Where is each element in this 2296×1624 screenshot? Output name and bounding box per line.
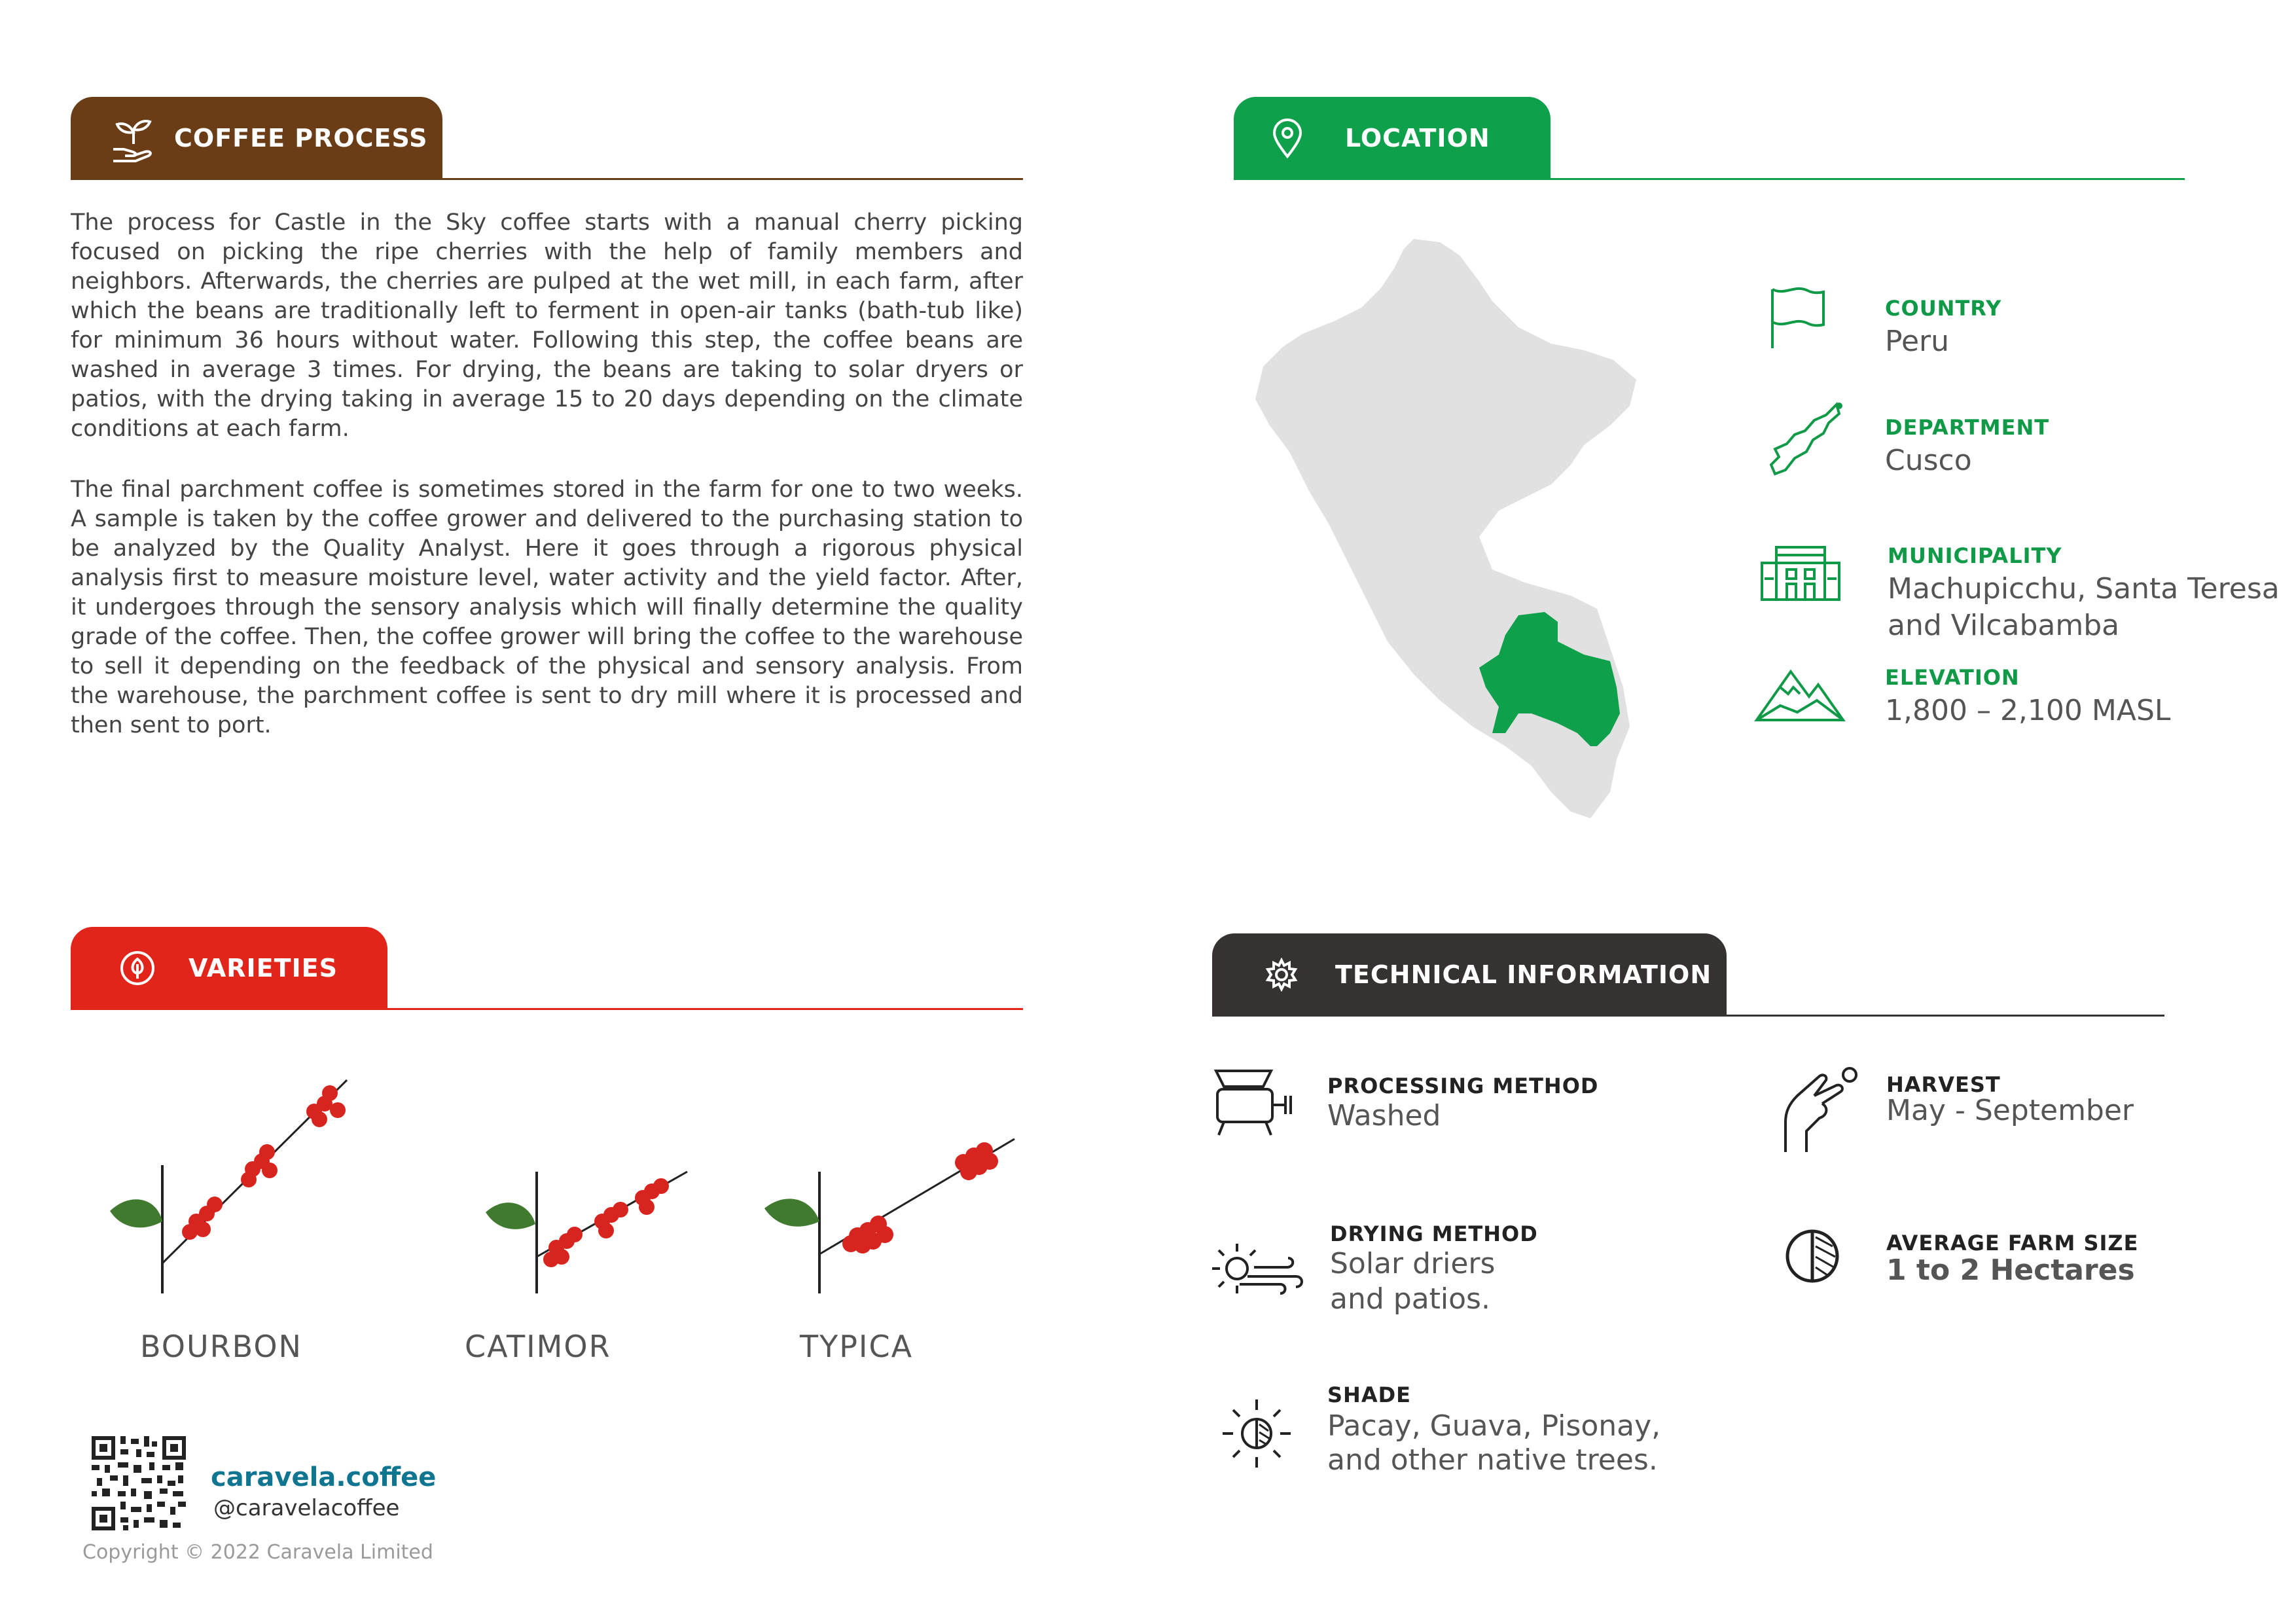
harvest-value: May - September [1886,1094,2134,1127]
country-label: COUNTRY [1885,296,2002,321]
varieties-rule [71,1008,1023,1010]
qr-code-icon[interactable] [92,1436,186,1530]
peru-map [1244,229,1702,831]
municipality-label: MUNICIPALITY [1888,543,2062,568]
flag-icon [1767,285,1827,353]
varieties-tab [71,927,387,1009]
coffee-process-rule [71,178,1023,180]
building-icon [1758,543,1843,605]
bourbon-cherries [182,1085,346,1240]
elevation-value: 1,800 – 2,100 MASL [1885,694,2171,727]
partial-sun-icon [1217,1394,1296,1475]
location-tab [1234,97,1551,179]
process-paragraph-1: The process for Castle in the Sky coffee starts with a manual cherry picking focused on picking the ripe cherries with the help of family members and neighbors. Afterwards, the cherries are pulped at the wet mill, in each farm, after which the beans are traditionally left to ferment in open-air tanks (bath-tub like) for minimum 36 hours without water. Following this step, the coffee beans are washed in average 3 times. For drying, the beans are taking to solar dryers or patios, with the drying taking in average 15 to 20 days depending on the climate conditions at each farm. [71,209,1023,442]
catimor-illustration [471,1152,707,1296]
catimor-cherries [543,1178,669,1267]
mountain-icon [1754,665,1846,727]
hand-picking-icon [1780,1066,1859,1157]
variety-typica: TYPICA [800,1329,914,1364]
bourbon-illustration [105,1060,367,1296]
process-paragraph-2: The final parchment coffee is sometimes stored in the farm for one to two weeks. A sample is taken by the coffee grower and delivered to the purchasing station to be analyzed by the Quality Analyst. Here it goes through a rigorous physical analysis first to measure moisture level, water activity and the yield factor. After, it undergoes through the sensory analysis which will finally determine the quality grade of the coffee. Then, the coffee grower will bring the coffee to the warehouse to sell it depending on the feedback of the physical and sensory analysis. From the warehouse, the parchment coffee is sent to dry mill where it is processed and then sent to port. [71,477,1023,738]
leaf-circle-icon [110,941,165,996]
drying-value-line2: and patios. [1330,1282,1490,1316]
shade-value-line2: and other native trees. [1327,1443,1658,1477]
map-pin-icon [1260,111,1315,166]
processing-label: PROCESSING METHOD [1327,1074,1599,1098]
variety-bourbon: BOURBON [140,1329,302,1364]
social-handle[interactable]: @caravelacoffee [213,1495,400,1521]
drying-label: DRYING METHOD [1330,1221,1538,1246]
copyright-text: Copyright © 2022 Caravela Limited [82,1541,433,1564]
country-value: Peru [1885,325,1950,358]
coffee-process-tab [71,97,442,179]
shade-label: SHADE [1327,1382,1412,1407]
typica-illustration [759,1126,1021,1296]
typica-leaf [764,1199,819,1226]
varieties-title: VARIETIES [188,954,338,983]
elevation-label: ELEVATION [1885,665,2020,690]
typica-cherries [842,1142,998,1254]
municipality-value: Machupicchu, Santa Teresa [1888,572,2280,605]
sun-wind-icon [1208,1237,1306,1305]
website-link[interactable]: caravela.coffee [211,1462,437,1492]
harvest-label: HARVEST [1886,1072,2001,1097]
coffee-process-title: COFFEE PROCESS [174,124,428,153]
farm-size-label: AVERAGE FARM SIZE [1886,1231,2139,1255]
catimor-leaf [486,1202,535,1229]
municipality-value-line2: and Vilcabamba [1888,609,2120,642]
bourbon-leaf [110,1199,162,1227]
processing-value: Washed [1327,1099,1441,1132]
technical-info-tab [1212,933,1727,1016]
variety-catimor: CATIMOR [465,1329,611,1364]
department-label: DEPARTMENT [1885,415,2050,440]
department-value: Cusco [1885,444,1972,477]
pie-icon [1783,1227,1842,1288]
gear-icon [1254,947,1309,1002]
shade-value: Pacay, Guava, Pisonay, [1327,1409,1661,1443]
location-title: LOCATION [1345,124,1490,153]
location-rule [1234,178,2185,180]
department-shape-icon [1766,401,1844,482]
technical-info-rule [1212,1015,2164,1017]
pulper-icon [1211,1067,1296,1142]
technical-info-title: TECHNICAL INFORMATION [1335,960,1712,989]
farm-size-value: 1 to 2 Hectares [1886,1254,2135,1287]
plant-hand-icon [106,111,161,166]
drying-value: Solar driers [1330,1247,1496,1280]
